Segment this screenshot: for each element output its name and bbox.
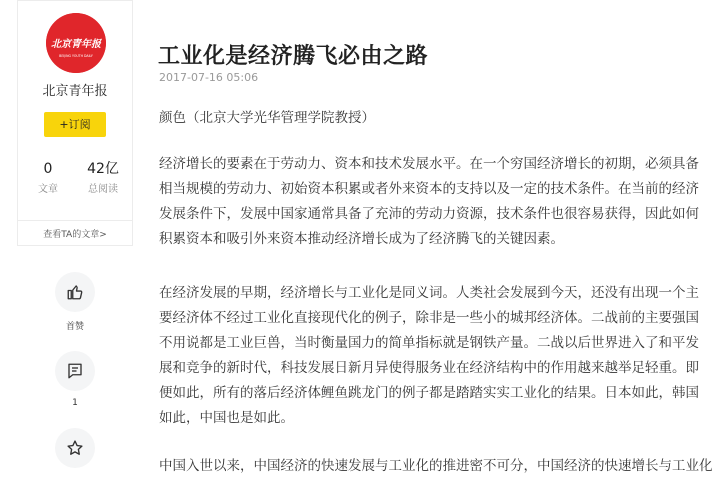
paragraph-line: 经济增长的要素在于劳动力、资本和技术发展水平。在一个穷国经济增长的初期，必须具备 [159, 156, 699, 172]
author-card [17, 0, 133, 246]
paragraph-line: 发展条件下，发展中国家通常具备了充沛的劳动力资源，技术条件也很容易获得，因此如何 [159, 206, 699, 222]
paragraph-line: 在经济发展的早期，经济增长与工业化是同义词。人类社会发展到今天，还没有出现一个主 [159, 285, 699, 301]
reads-label: 总阅读 [88, 184, 118, 195]
article-byline: 颜色（北京大学光华管理学院教授） [159, 110, 375, 126]
article-paragraph [159, 152, 699, 252]
follow-button[interactable]: +订阅 [44, 112, 106, 137]
comment-count: 1 [72, 398, 78, 408]
comment-icon [66, 362, 84, 380]
paragraph-line: 如此，中国也是如此。 [159, 410, 294, 426]
paragraph-line: 要经济体不经过工业化直接现代化的例子，除非是一些小的城邦经济体。二战前的主要强国 [159, 310, 699, 326]
comment-button[interactable] [55, 351, 95, 391]
articles-count: 0 [43, 161, 53, 177]
paragraph-line: 便如此，所有的落后经济体鲤鱼跳龙门的例子都是踏踏实实工业化的结果。日本如此，韩国 [159, 385, 699, 401]
like-action [55, 272, 95, 332]
comment-action [55, 351, 95, 408]
articles-label: 文章 [38, 184, 58, 195]
logo-text: 北京青年报 [51, 39, 101, 50]
view-author-articles-link[interactable]: 查看TA的文章> [43, 230, 107, 240]
reads-stat [78, 161, 128, 195]
newspaper-logo [46, 13, 106, 73]
like-label: 首赞 [65, 322, 84, 332]
article-paragraph [159, 454, 713, 479]
avatar[interactable] [46, 13, 106, 73]
paragraph-line: 展和竞争的新时代，科技发展日新月异使得服务业在经济结构中的作用越来越举足轻重。即 [159, 360, 699, 376]
paragraph-line: 积累资本和吸引外来资本推动经济增长成为了经济腾飞的关键因素。 [159, 231, 564, 247]
reads-count: 42亿 [87, 161, 119, 177]
article-date: 2017-07-16 05:06 [159, 71, 259, 84]
thumbs-up-icon [66, 283, 84, 301]
author-name[interactable]: 北京青年报 [42, 84, 108, 99]
card-divider [18, 220, 132, 221]
paragraph-line: 中国入世以来，中国经济的快速发展与工业化的推进密不可分，中国经济的快速增长与工业化 [159, 458, 713, 474]
logo-subtext: BEIJING YOUTH DAILY [59, 54, 93, 58]
like-button[interactable] [55, 272, 95, 312]
star-icon [66, 439, 84, 457]
article-paragraph [159, 281, 699, 431]
paragraph-line: 相当规模的劳动力、初始资本积累或者外来资本的支持以及一定的技术条件。在当前的经济 [159, 181, 699, 197]
favorite-action [55, 428, 95, 468]
articles-stat [23, 161, 73, 195]
favorite-button[interactable] [55, 428, 95, 468]
paragraph-line: 不用说都是工业巨兽，当时衡量国力的简单指标就是钢铁产量。二战以后世界进入了和平发 [159, 335, 699, 351]
article-title: 工业化是经济腾飞必由之路 [158, 43, 429, 69]
